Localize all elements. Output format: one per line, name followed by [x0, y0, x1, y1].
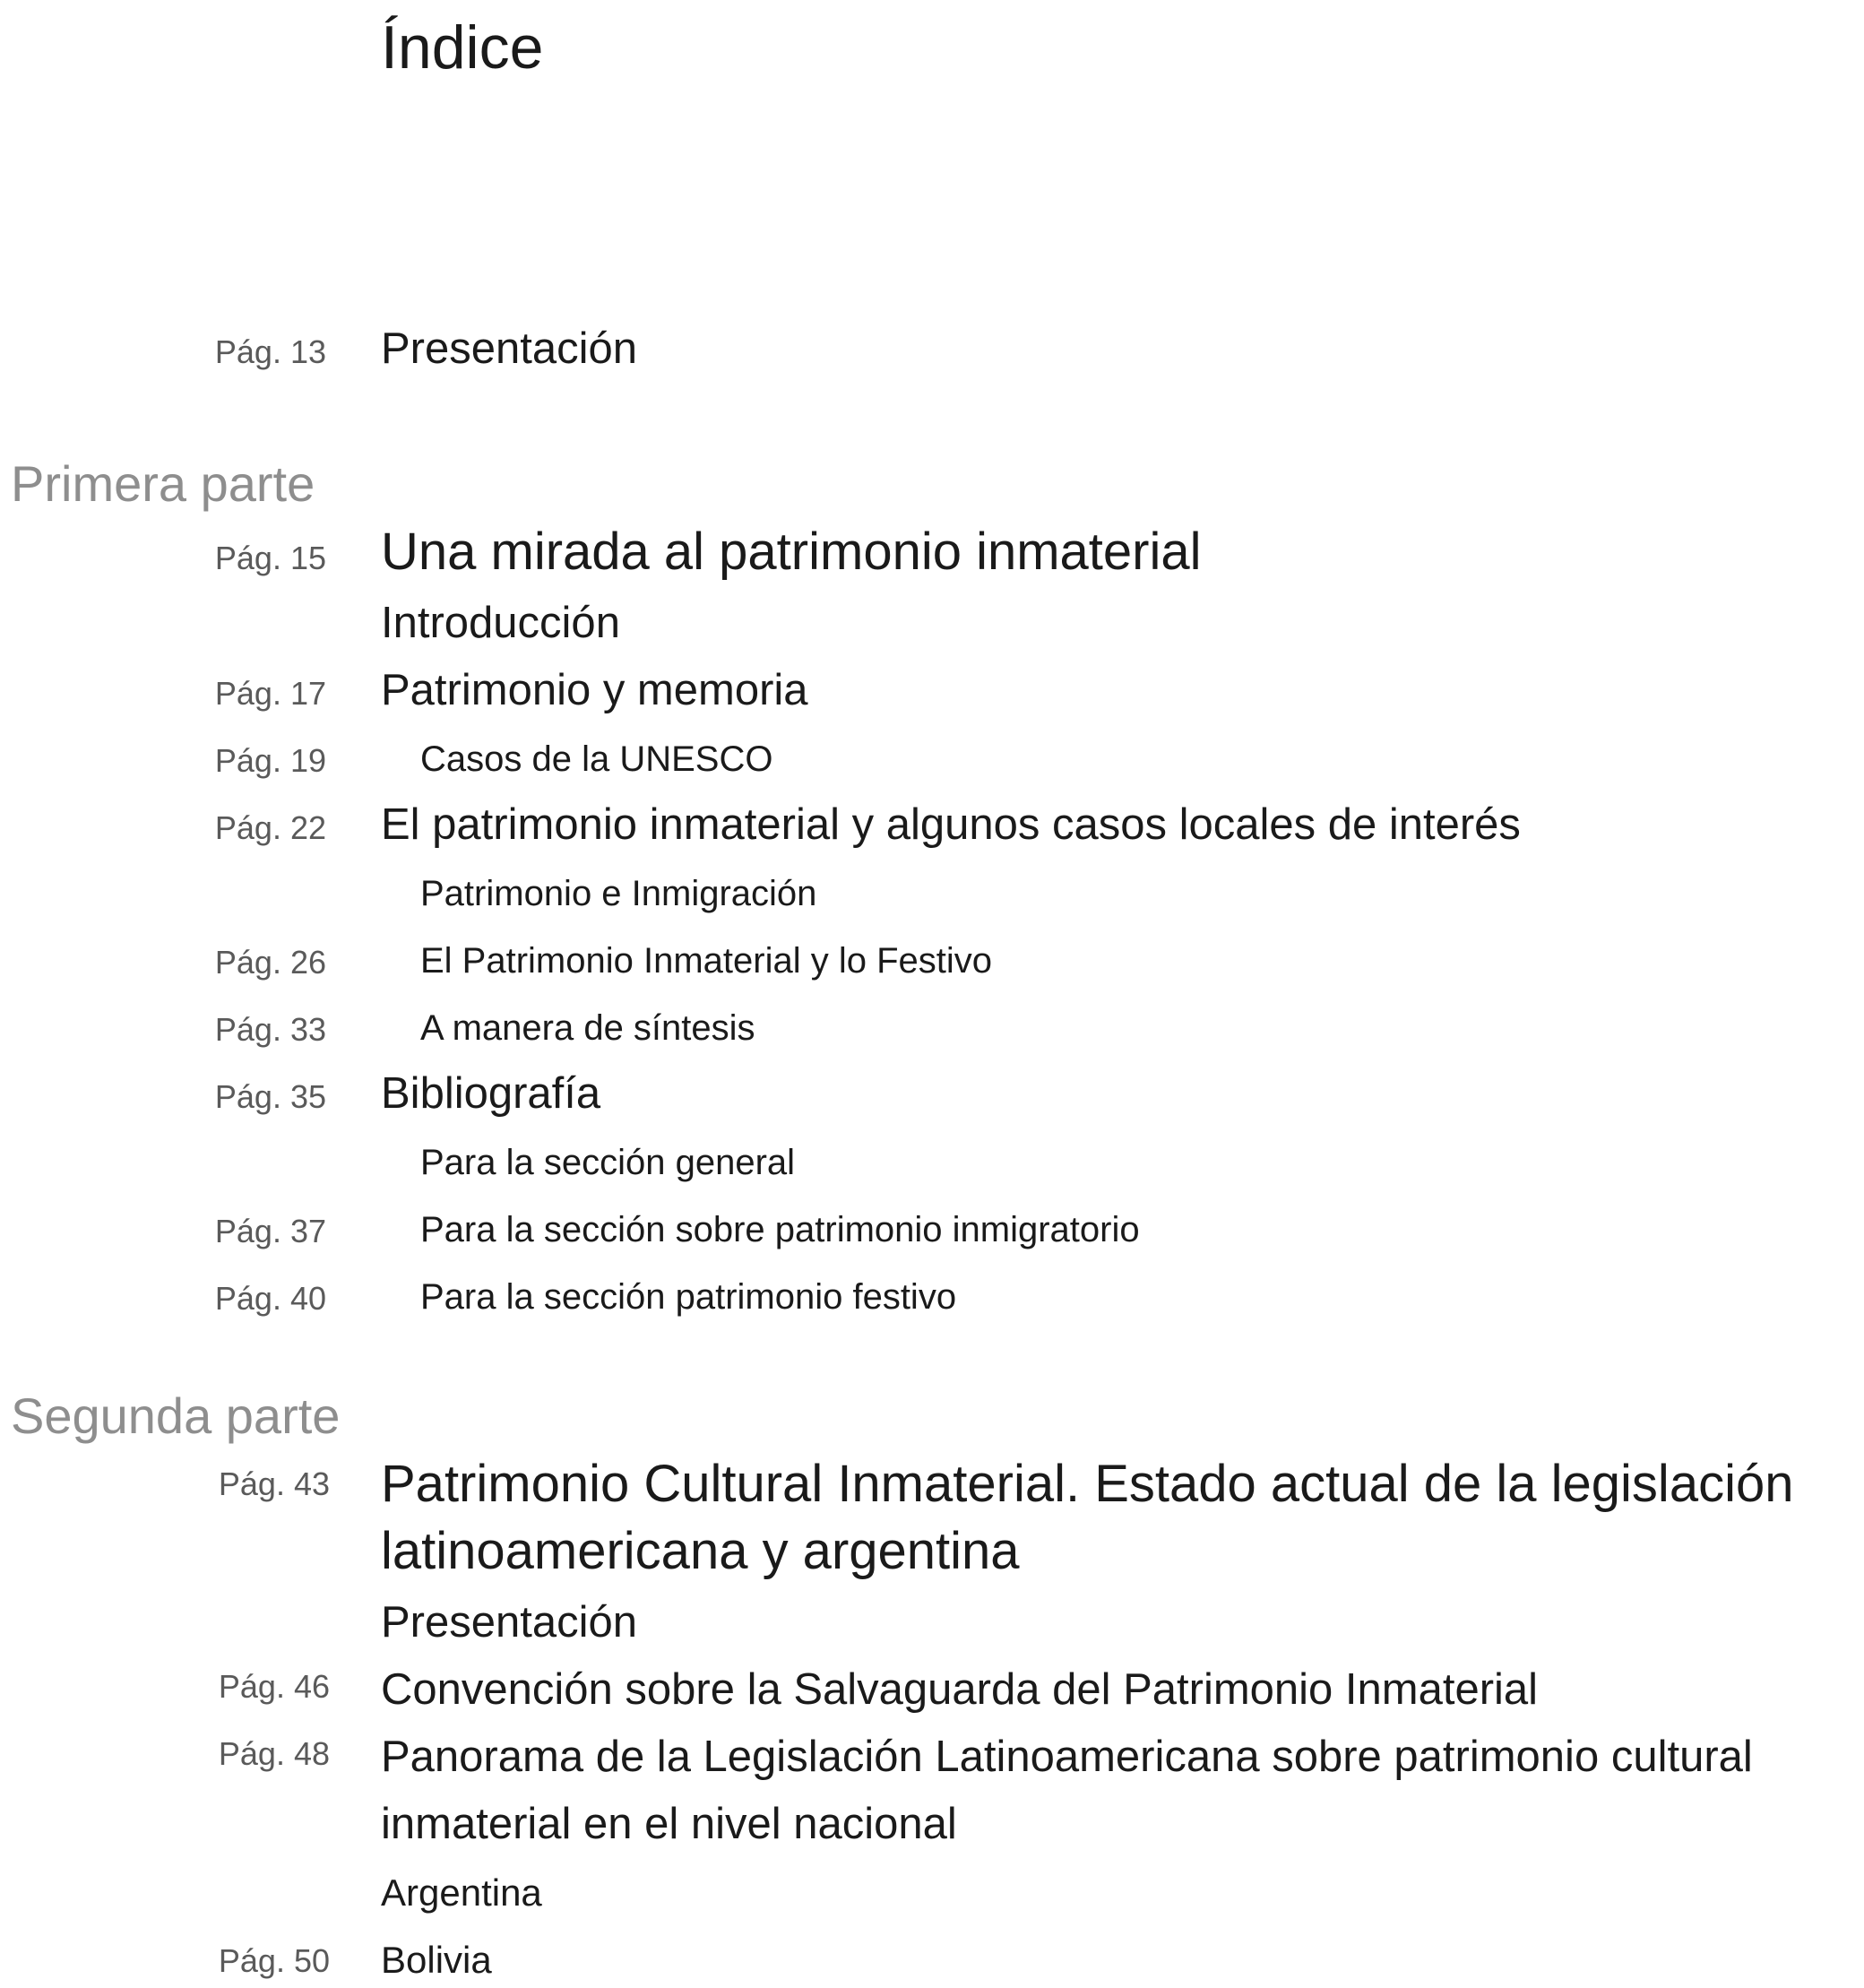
toc-subentry: A manera de síntesis	[420, 1008, 755, 1048]
toc-entry: Presentación	[381, 324, 638, 373]
toc-entry: Convención sobre la Salvaguarda del Patrimonio Inmaterial	[381, 1665, 1539, 1714]
part-heading: Primera parte	[11, 455, 315, 512]
toc-entry-continuation: latinoamericana y argentina	[381, 1522, 1020, 1580]
toc-page-number: Pág. 13	[214, 333, 326, 370]
toc-subentry: Para la sección general	[420, 1143, 796, 1182]
toc-page-number: Pág. 48	[218, 1735, 330, 1772]
toc-subentry: Para la sección patrimonio festivo	[420, 1277, 957, 1317]
toc-entry: Bibliografía	[381, 1069, 601, 1118]
toc-page-number: Pág. 37	[214, 1213, 326, 1249]
toc-entry: Presentación	[381, 1598, 638, 1647]
toc-page-number: Pág. 26	[214, 944, 326, 981]
toc-page-number: Pág. 43	[218, 1465, 330, 1502]
toc-entry: El patrimonio inmaterial y algunos casos locales de interés	[381, 800, 1521, 849]
toc-page-number: Pág. 35	[214, 1078, 326, 1115]
toc-entry: Patrimonio Cultural Inmaterial. Estado actual de la legislación	[381, 1455, 1794, 1513]
toc-page-number: Pág. 40	[214, 1280, 326, 1317]
toc-page-number: Pág. 33	[214, 1011, 326, 1048]
toc-entry-continuation: inmaterial en el nivel nacional	[381, 1800, 957, 1848]
toc-page-number: Pág. 50	[218, 1942, 330, 1979]
toc-entry: Bolivia	[381, 1939, 492, 1981]
toc-subentry: El Patrimonio Inmaterial y lo Festivo	[420, 941, 993, 981]
toc-entry: Introducción	[381, 599, 620, 647]
toc-entry: Patrimonio y memoria	[381, 666, 808, 714]
toc-entry: Panorama de la Legislación Latinoamericana sobre patrimonio cultural	[381, 1733, 1753, 1781]
toc-subentry: Patrimonio e Inmigración	[420, 874, 817, 913]
toc-page-number: Pág. 19	[214, 742, 326, 779]
page-title: Índice	[381, 13, 544, 82]
toc-entry: Argentina	[381, 1871, 542, 1914]
toc-page-number: Pág. 15	[214, 540, 326, 576]
part-heading: Segunda parte	[11, 1387, 341, 1444]
toc-page-number: Pág. 22	[214, 809, 326, 846]
toc-entry: Una mirada al patrimonio inmaterial	[381, 523, 1202, 581]
toc-page-number: Pág. 17	[214, 675, 326, 712]
toc-page-number: Pág. 46	[218, 1668, 330, 1705]
toc-subentry: Para la sección sobre patrimonio inmigratorio	[420, 1210, 1140, 1249]
toc-subentry: Casos de la UNESCO	[420, 739, 773, 779]
